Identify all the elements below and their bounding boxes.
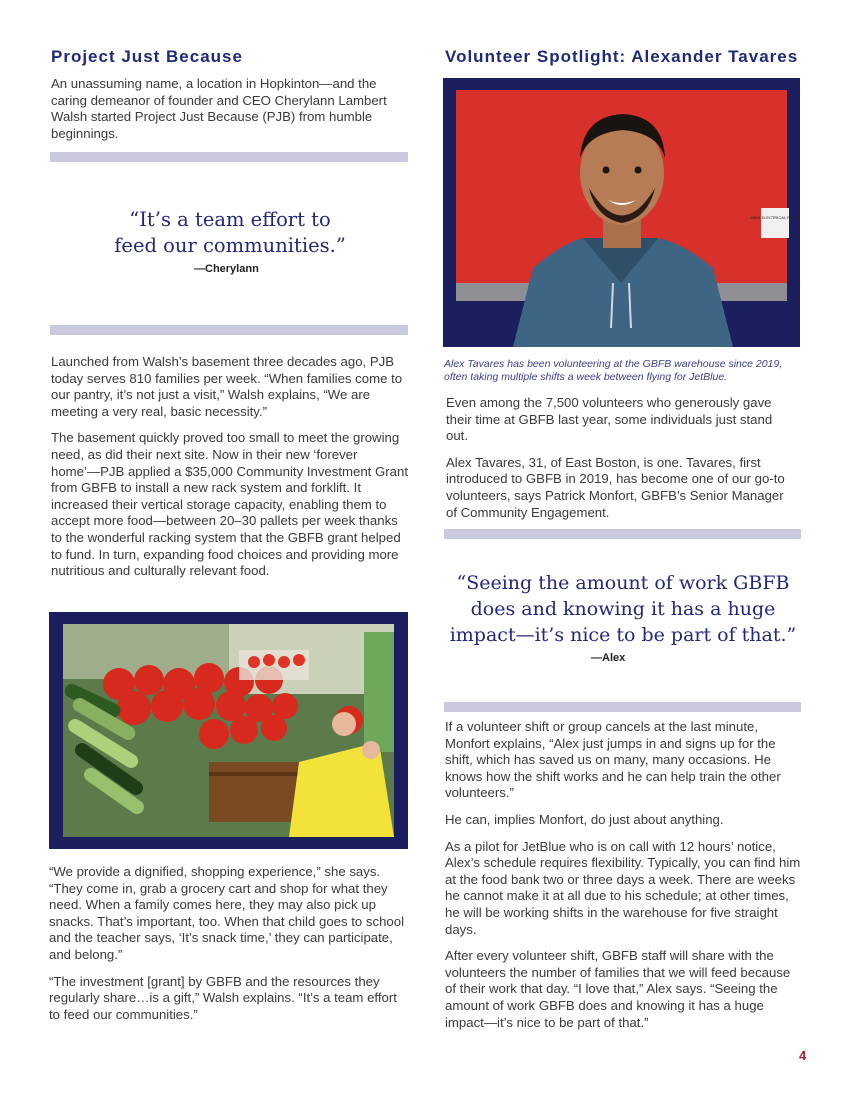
alex-pull-quote [448, 570, 798, 664]
produce-stand-photo [49, 612, 408, 849]
spotlight-body [446, 395, 796, 531]
volunteer-photo-frame [443, 78, 800, 347]
spotlight-body-continued [445, 719, 801, 1041]
pull-quote-line: “It’s a team effort to [129, 208, 331, 231]
volunteer-spotlight-heading: Volunteer Spotlight: Alexander Tavares [445, 47, 799, 66]
pull-quote-line: feed our communities.” [114, 234, 346, 257]
divider-rule [444, 529, 801, 539]
body-paragraph: Alex Tavares, 31, of East Boston, is one. Tavares, first introduced to GBFB in 2019, has become one of our go-to volunteers, says Patrick Monfort, GBFB’s Senior Manager of Community Engagement. [446, 454, 785, 520]
body-paragraph: He can, implies Monfort, do just about anything. [445, 811, 724, 827]
body-paragraph: After every volunteer shift, GBFB staff will share with the volunteers the number of families that we will feed because of their work that day. “I love that,” Alex says. “Seeing the amount of work GBFB does and knowing it has a huge impact—it’s nice to be part of that.” [445, 948, 791, 1030]
pull-quote-attribution: —Alex [591, 652, 626, 664]
produce-photo-frame [49, 612, 408, 849]
cherylann-pull-quote [70, 207, 390, 275]
body-paragraph: Launched from Walsh’s basement three decades ago, PJB today serves 810 families per week. “When families come to our pantry, it’s not just a visit,” Walsh explains, “We are meeting a very real, basic necessity.” [51, 354, 403, 419]
body-paragraph: As a pilot for JetBlue who is on call with 12 hours’ notice, Alex’s schedule requires flexibility. Typically, you can find him at the food bank two or three days a week. There are weeks he cannot make it at all due to his schedule; at other times, he will be working shifts in the warehouse for five straight days. [445, 838, 801, 937]
divider-rule [50, 325, 408, 335]
wall-sign-label: MAIN ELECTRICAL ROOM [750, 215, 800, 220]
pjb-intro-text: An unassuming name, a location in Hopkinton—and the caring demeanor of founder and CEO Cherylann Lambert Walsh started Project Just Because (PJB) from humble beginnings. [51, 76, 387, 141]
pull-quote-line: impact—it’s nice to be part of that.” [449, 624, 797, 646]
project-just-because-heading: Project Just Because [51, 47, 243, 66]
pull-quote-attribution: —Cherylann [194, 263, 259, 275]
body-paragraph: If a volunteer shift or group cancels at the last minute, Monfort explains, “Alex just jumps in and signs up for the shift, which has saved us on many, many occasions. He knows how the shift works and he can help train the other volunteers.” [445, 719, 781, 801]
photo-caption: Alex Tavares has been volunteering at the GBFB warehouse since 2019, often taking multiple shifts a week between flying for JetBlue. [444, 358, 783, 383]
pull-quote-line: does and knowing it has a huge [470, 598, 776, 620]
body-paragraph: The basement quickly proved too small to meet the growing need, as did their next site. Now in their new ‘forever home’—PJB applied a $35,000 Community Investment Grant from GBFB to install a new rack system and forklift. It increased their vertical storage capacity, enabling them to accept more food—between 20–30 pallets per week thanks to the wonderful racking system that the GBFB grant helped to fund. In turn, expanding food choices and providing more nutritious and culturally relevant food. [51, 430, 408, 579]
pjb-body [51, 354, 409, 590]
alex-tavares-photo [443, 78, 800, 347]
pull-quote-line: “Seeing the amount of work GBFB [456, 572, 790, 594]
page-number: 4 [799, 1048, 807, 1063]
divider-rule [444, 702, 801, 712]
pjb-body-continued [49, 864, 405, 1033]
body-paragraph: “The investment [grant] by GBFB and the resources they regularly share…is a gift,” Walsh explains. “It’s a team effort to feed our communities.” [49, 973, 397, 1022]
body-paragraph: “We provide a dignified, shopping experience,” she says. “They come in, grab a grocery cart and shop for what they need. When a family comes here, they may also pick up snacks. That’s important, too. When that child goes to school and the teacher says, ‘It’s snack time,’ they can participate, and belong.” [49, 864, 405, 962]
body-paragraph: Even among the 7,500 volunteers who generously gave their time at GBFB last year, some individuals just stand out. [446, 395, 773, 444]
pjb-intro [51, 76, 407, 152]
divider-rule [50, 152, 408, 162]
